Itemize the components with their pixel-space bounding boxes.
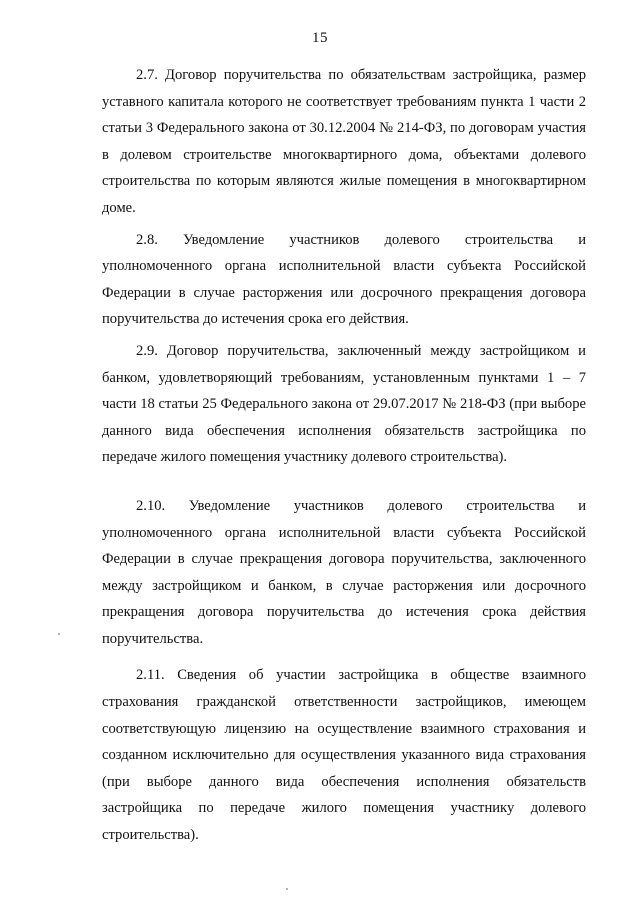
scan-speck-left [58,633,60,635]
paragraph-2-9: 2.9. Договор поручительства, заключенный между застройщиком и банком, удовлетворяющий требованиям, установленным пунктами 1 – 7 части 18 статьи 25 Федерального закона от 29.07.2017 № 218-ФЗ (при выборе данного вида обеспечения исполнения обязательств застройщика по передаче жилого помещения участнику долевого строительства). [102,342,586,466]
paragraph-2-7: 2.7. Договор поручительства по обязательствам застройщика, размер уставного капитала которого не соответствует требованиям пункта 1 части 2 статьи 3 Федерального закона от 30.12.2004 № 214-ФЗ, по договорам участия в долевом строительстве многоквартирного дома, объектами долевого строительства по которым являются жилые помещения в многоквартирном доме. [102,67,586,216]
paragraph-2-8: 2.8. Уведомление участников долевого строительства и уполномоченного органа исполнительной власти субъекта Российской Федерации в случае расторжения или досрочного прекращения договора поручительства до истечения срока его действия. [102,231,586,328]
paragraph-2-11: 2.11. Сведения об участии застройщика в обществе взаимного страхования гражданской ответственности застройщиков, имеющем соответствующую лицензию на осуществление взаимного страхования и созданном исключительно для осуществления указанного вида страхования (при выборе данного вида обеспечения исполнения обязательств застройщика по передаче жилого помещения участнику долевого строительства). [102,667,586,844]
scan-speck-bottom [286,888,288,890]
paragraph-2-10: 2.10. Уведомление участников долевого строительства и уполномоченного органа исполнительной власти субъекта Российской Федерации в случае прекращения договора поручительства, заключенного между застройщиком и банком, в случае расторжения или досрочного прекращения договора поручительства до истечения срока действия поручительства. [102,497,586,647]
document-body [102,62,586,849]
page-number: 15 [312,30,328,46]
